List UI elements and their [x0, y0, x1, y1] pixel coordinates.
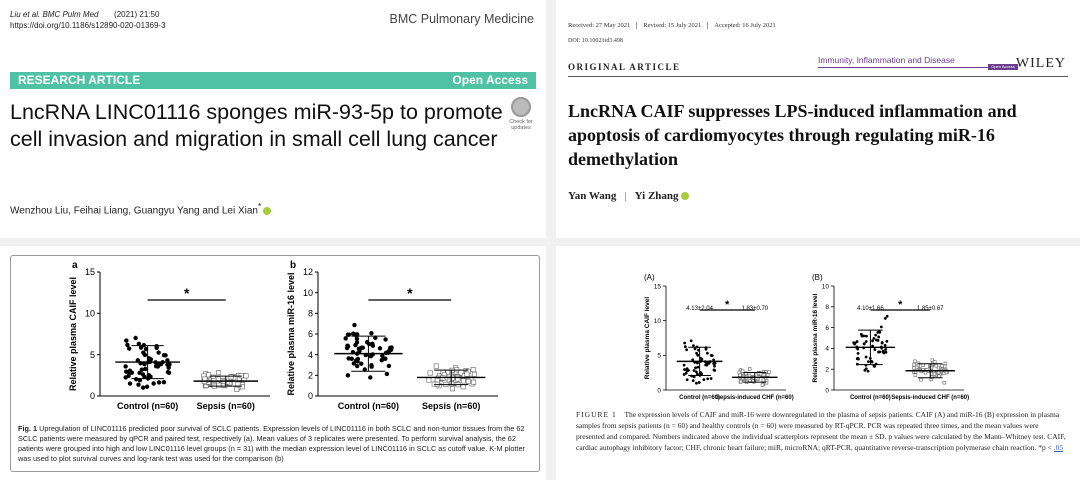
data-point [881, 350, 884, 353]
category-label: Sepsis-induced CHF (n=60) [891, 395, 970, 401]
data-point [712, 362, 715, 365]
y-tick-label: 2 [825, 366, 829, 374]
data-point [941, 364, 944, 367]
data-point [933, 373, 936, 376]
orcid-icon[interactable] [681, 192, 689, 200]
figure-caption [576, 409, 1068, 453]
data-point [865, 335, 868, 338]
accepted-date: Accepted: 16 July 2021 [707, 22, 782, 29]
data-point [141, 350, 145, 354]
category-label: Control (n=60) [116, 401, 179, 411]
y-axis-label: Relative plasma miR-16 level [286, 272, 296, 396]
data-point [697, 366, 700, 369]
wiley-figure [556, 246, 1080, 480]
author-1: Yan Wang [568, 190, 617, 202]
data-point [369, 331, 373, 335]
data-point [705, 364, 708, 367]
check-for-updates-button[interactable] [506, 97, 536, 131]
panel-label: a [72, 260, 78, 271]
y-tick-label: 2 [307, 370, 313, 381]
y-tick-label: 8 [825, 304, 829, 312]
data-point [229, 375, 233, 379]
data-point [244, 374, 248, 378]
authors: Wenzhou Liu, Feihai Liang, Guangyu Yang and Lei Xian [10, 205, 258, 217]
data-point [884, 344, 887, 347]
citation-journal: Liu et al. BMC Pulm Med [10, 10, 99, 19]
figure-caption [18, 424, 538, 464]
data-point [766, 374, 769, 377]
data-point [134, 377, 138, 381]
data-point [471, 380, 475, 384]
y-axis-label: Relative plasma miR-16 level [812, 293, 819, 383]
y-tick-label: 0 [657, 387, 661, 395]
data-point [240, 385, 244, 389]
data-point [857, 352, 860, 355]
data-point [912, 366, 915, 369]
data-point [126, 374, 130, 378]
data-point [914, 374, 917, 377]
data-point [383, 337, 387, 341]
data-point [465, 372, 469, 376]
data-point [938, 375, 941, 378]
y-tick-label: 10 [302, 287, 313, 298]
data-point [692, 379, 695, 382]
y-tick-label: 8 [307, 308, 313, 319]
article-title: LncRNA LINC01116 sponges miR-93-5p to promote cell invasion and migration in small cell lung cancer [10, 100, 503, 151]
data-point [346, 373, 350, 377]
check-updates-line2: updates [511, 125, 531, 131]
data-point [141, 385, 145, 389]
data-point [863, 343, 866, 346]
data-point [695, 382, 698, 385]
data-point [856, 357, 859, 360]
data-point [124, 338, 128, 342]
data-point [466, 379, 470, 383]
data-point [235, 387, 239, 391]
data-point [867, 370, 870, 373]
panel-label: (A) [644, 273, 655, 282]
y-tick-label: 0 [307, 391, 313, 402]
y-tick-label: 0 [825, 387, 829, 395]
data-point [427, 378, 431, 382]
significance-mark: * [725, 299, 730, 311]
data-point [383, 356, 387, 360]
figure-charts-bl [0, 250, 546, 425]
data-point [685, 372, 688, 375]
open-access-label: Open Access [452, 73, 528, 87]
data-point [690, 339, 693, 342]
open-access-tag: Open Access [988, 64, 1018, 70]
data-point [875, 339, 878, 342]
data-point [935, 364, 938, 367]
bmc-figure [0, 246, 546, 480]
caption-text: Upregulation of LINC01116 predicted poor survival of SCLC patients. Expression levels of LINC01116 in both SCLC and non-tumor tissues from the 62 SCLC patients were measured by qPCR and paired test, respectively (a). Mean values of 3 replicates were presented. To perform survival analysis, the 62 patients were grouped into high and low LINC01116 level groups (n = 31) with the median expression level of LINC01116 in SCLC as cutoff value. K-M plotter was used to plot survival curves and log-rank test was used for the comparison (b) [18, 424, 525, 463]
journal-name: BMC Pulmonary Medicine [389, 12, 534, 26]
data-point [706, 352, 709, 355]
journal-name: Immunity, Inflammation and Disease [818, 55, 955, 65]
data-point [871, 339, 874, 342]
mean-sd-annotation: 4.13±2.04 [686, 306, 713, 312]
data-point [881, 341, 884, 344]
category-label: Control (n=60) [849, 395, 891, 401]
y-tick-label: 5 [89, 349, 95, 360]
category-label: Control (n=60) [679, 395, 721, 401]
data-point [915, 366, 918, 369]
author-list [10, 201, 271, 216]
data-point [154, 346, 158, 350]
category-label: Sepsis (n=60) [196, 401, 255, 411]
publisher-logo: WILEY [1015, 56, 1066, 71]
data-point [461, 379, 465, 383]
data-point [943, 381, 946, 384]
data-point [711, 354, 714, 357]
data-point [156, 364, 160, 368]
data-point [852, 341, 855, 344]
data-point [123, 364, 127, 368]
data-point [878, 330, 881, 333]
data-point [914, 360, 917, 363]
data-point [739, 374, 742, 377]
data-point [428, 371, 432, 375]
data-point [856, 340, 859, 343]
mean-sd-annotation: 1.83±0.70 [741, 306, 769, 312]
citation [10, 9, 166, 31]
data-point [137, 371, 141, 375]
data-point [710, 377, 713, 380]
check-updates-icon [511, 97, 531, 117]
orcid-icon[interactable] [263, 207, 271, 215]
y-tick-label: 12 [302, 267, 313, 278]
article-type-bar [10, 72, 536, 89]
data-point [217, 383, 221, 387]
data-point [387, 364, 391, 368]
data-point [385, 372, 389, 376]
data-point [696, 373, 699, 376]
citation-doi[interactable]: https://doi.org/10.1186/s12890-020-01369-3 [10, 21, 166, 30]
data-point [873, 365, 876, 368]
y-axis-label: Relative plasma CAIF level [644, 296, 651, 380]
data-point [684, 345, 687, 348]
caption-label: FIGURE 1 [576, 410, 617, 419]
data-point [343, 336, 347, 340]
category-label: Sepsis-induced CHF (n=60) [715, 395, 794, 401]
data-point [354, 358, 358, 362]
article-type: ORIGINAL ARTICLE [568, 62, 681, 72]
data-point [355, 340, 359, 344]
y-tick-label: 4 [825, 345, 829, 353]
data-point [378, 346, 382, 350]
data-point [694, 347, 697, 350]
data-point [685, 348, 688, 351]
data-point [471, 367, 475, 371]
significance-mark: * [183, 285, 190, 301]
y-tick-label: 6 [307, 329, 313, 340]
article-dates [568, 22, 782, 29]
header-rule [568, 76, 1068, 77]
article-title: LncRNA CAIF suppresses LPS-induced inflammation and apoptosis of cardiomyocytes through regulating miR-16 demethylation [568, 101, 1017, 169]
data-point [885, 340, 888, 343]
data-point [683, 342, 686, 345]
data-point [865, 340, 868, 343]
y-tick-label: 5 [657, 352, 661, 360]
data-point [877, 336, 880, 339]
data-point [368, 375, 372, 379]
mean-sd-annotation: 1.85±0.67 [916, 306, 944, 312]
data-point [434, 364, 438, 368]
received-date: Received: 27 May 2021 [568, 22, 631, 29]
data-point [345, 346, 349, 350]
caption-link[interactable]: .05 [1053, 443, 1064, 452]
y-tick-label: 10 [821, 283, 829, 291]
data-point [945, 371, 948, 374]
data-point [358, 347, 362, 351]
author-list [568, 190, 689, 202]
caption-text: The expression levels of CAIF and miR-16 were downregulated in the plasma of sepsis patients. CAIF (A) and miR-16 (B) expression in plasma samples from sepsis patients (n = 60) and healthy controls (n = 60) were measured by RT-qPCR. PCR was repeated three times, and the mean values were presented and compared. Numbers indicated above the individual scatterplots represent the mean ± SD. p values were calculated by the Mann–Whitney test. CAIF, cardiac autophagy inhibitory factor; CHF, chronic heart failure; miR, microRNA; qRT-PCR, quantitative reverse-transcription polymerase chain reaction. *p < [576, 410, 1066, 452]
y-axis-label: Relative plasma CAIF level [68, 276, 78, 392]
data-point [761, 384, 764, 387]
data-point [885, 351, 888, 354]
data-point [713, 365, 716, 368]
data-point [698, 381, 701, 384]
data-point [450, 387, 454, 391]
data-point [865, 356, 868, 359]
data-point [768, 371, 771, 374]
data-point [880, 325, 883, 328]
data-point [151, 381, 155, 385]
y-tick-label: 6 [825, 324, 829, 332]
data-point [143, 367, 147, 371]
data-point [145, 385, 149, 389]
citation-year: (2021) 21:50 [114, 10, 160, 19]
data-point [167, 371, 171, 375]
data-point [163, 353, 167, 357]
data-point [156, 350, 160, 354]
data-point [748, 368, 751, 371]
data-point [686, 378, 689, 381]
bmc-article-header [0, 0, 546, 238]
data-point [136, 382, 140, 386]
data-point [738, 371, 741, 374]
caption-label: Fig. 1 [18, 424, 38, 433]
data-point [692, 344, 695, 347]
data-point [369, 364, 373, 368]
corresponding-mark: * [257, 201, 262, 211]
data-point [705, 348, 708, 351]
category-label: Sepsis (n=60) [422, 401, 481, 411]
data-point [472, 372, 476, 376]
data-point [861, 335, 864, 338]
data-point [748, 374, 751, 377]
data-point [873, 348, 876, 351]
data-point [933, 361, 936, 364]
y-tick-label: 10 [84, 308, 95, 319]
data-point [884, 348, 887, 351]
data-point [886, 315, 889, 318]
data-point [867, 360, 870, 363]
panel-label: (B) [812, 273, 823, 282]
data-point [369, 354, 373, 358]
data-point [350, 357, 354, 361]
data-point [702, 378, 705, 381]
data-point [913, 363, 916, 366]
data-point [694, 366, 697, 369]
y-tick-label: 4 [307, 349, 313, 360]
data-point [762, 379, 765, 382]
author-2: Yi Zhang [634, 190, 679, 202]
data-point [884, 317, 887, 320]
data-point [683, 364, 686, 367]
data-point [166, 366, 170, 370]
data-point [347, 332, 351, 336]
data-point [461, 385, 465, 389]
y-tick-label: 10 [653, 317, 661, 325]
data-point [133, 336, 137, 340]
data-point [695, 352, 698, 355]
wiley-article-header [556, 0, 1080, 238]
category-label: Control (n=60) [337, 401, 400, 411]
figure-charts-br [556, 260, 1080, 420]
data-point [685, 369, 688, 372]
significance-mark: * [898, 299, 903, 311]
data-point [877, 351, 880, 354]
mean-sd-annotation: 4.10±1.66 [857, 306, 884, 312]
data-point [157, 380, 161, 384]
panel-label: b [290, 260, 297, 271]
data-point [944, 362, 947, 365]
doi[interactable]: DOI: 10.1002/iid3.498 [568, 38, 623, 44]
data-point [873, 337, 876, 340]
data-point [125, 343, 129, 347]
revised-date: Revised: 15 July 2021 [636, 22, 707, 29]
author-separator: | [624, 190, 627, 202]
data-point [693, 369, 696, 372]
check-updates-line1: Check for [509, 119, 533, 125]
data-point [216, 370, 220, 374]
data-point [920, 378, 923, 381]
significance-mark: * [407, 285, 413, 301]
data-point [162, 380, 166, 384]
data-point [924, 371, 927, 374]
data-point [370, 342, 374, 346]
data-point [713, 369, 716, 372]
data-point [128, 381, 132, 385]
article-type: RESEARCH ARTICLE [18, 73, 141, 87]
data-point [865, 367, 868, 370]
y-tick-label: 0 [89, 391, 95, 402]
y-tick-label: 15 [84, 267, 95, 278]
data-point [706, 377, 709, 380]
y-tick-label: 15 [653, 283, 661, 291]
data-point [359, 361, 363, 365]
data-point [874, 334, 877, 337]
data-point [352, 323, 356, 327]
